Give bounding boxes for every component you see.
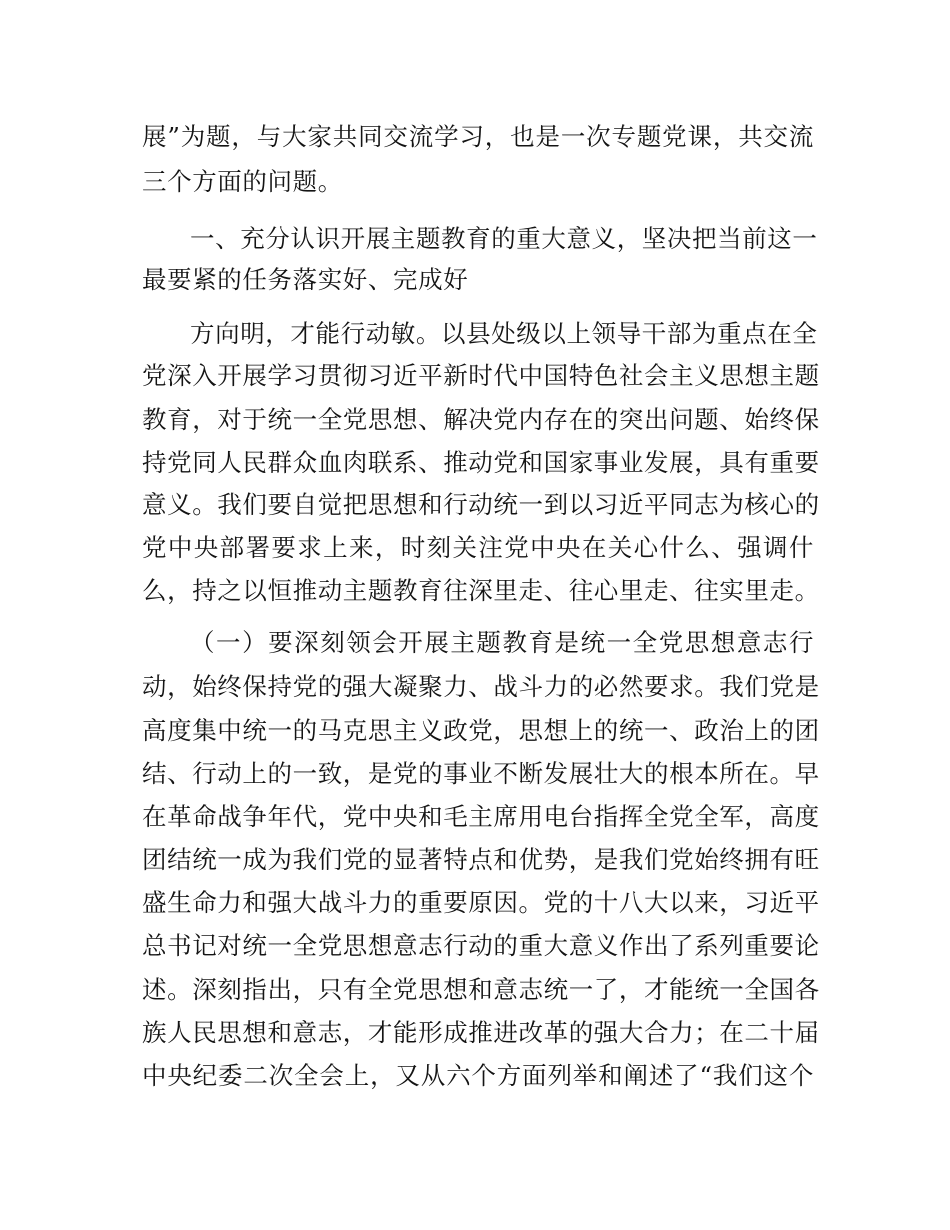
para-direction-line-2: 党深入开展学习贯彻习近平新时代中国特色社会主义思想主题 (142, 361, 820, 390)
para-direction-line-3: 教育，对于统一全党思想、解决党内存在的突出问题、始终保 (142, 405, 820, 434)
intro-line-2: 三个方面的问题。 (142, 167, 343, 196)
para-sub1-line-8: 总书记对统一全党思想意志行动的重大意义作出了系列重要论 (142, 931, 820, 960)
para-direction-line-7: 么，持之以恒推动主题教育往深里走、往心里走、往实里走。 (142, 576, 820, 605)
para-sub1-line-4: 结、行动上的一致，是党的事业不断发展壮大的根本所在。早 (142, 759, 820, 788)
para-sub1-line-3: 高度集中统一的马克思主义政党，思想上的统一、政治上的团 (142, 716, 820, 745)
para-sub1-line-2: 动，始终保持党的强大凝聚力、战斗力的必然要求。我们党是 (142, 672, 820, 701)
para-sub1-line-5: 在革命战争年代，党中央和毛主席用电台指挥全党全军，高度 (142, 802, 820, 831)
para-direction-line-5: 意义。我们要自觉把思想和行动统一到以习近平同志为核心的 (142, 490, 820, 519)
para-sub1-line-9: 述。深刻指出，只有全党思想和意志统一了，才能统一全国各 (142, 975, 820, 1004)
heading-1-line-1: 一、充分认识开展主题教育的重大意义，坚决把当前这一 (190, 224, 818, 253)
para-direction-line-1: 方向明，才能行动敏。以县处级以上领导干部为重点在全 (190, 319, 818, 348)
para-sub1-line-1: （一）要深刻领会开展主题教育是统一全党思想意志行 (190, 628, 814, 657)
para-sub1-line-6: 团结统一成为我们党的显著特点和优势，是我们党始终拥有旺 (142, 845, 820, 874)
para-sub1-line-11: 中央纪委二次全会上，又从六个方面列举和阐述了“我们这个 (142, 1061, 814, 1090)
para-sub1-line-7: 盛生命力和强大战斗力的重要原因。党的十八大以来，习近平 (142, 888, 820, 917)
para-direction-line-6: 党中央部署要求上来，时刻关注党中央在关心什么、强调什 (142, 533, 814, 562)
heading-1-line-2: 最要紧的任务落实好、完成好 (142, 265, 469, 294)
para-direction-line-4: 持党同人民群众血肉联系、推动党和国家事业发展，具有重要 (142, 448, 820, 477)
para-sub1-line-10: 族人民思想和意志，才能形成推进改革的强大合力；在二十届 (142, 1018, 820, 1047)
intro-line-1: 展”为题，与大家共同交流学习，也是一次专题党课，共交流 (142, 122, 814, 151)
